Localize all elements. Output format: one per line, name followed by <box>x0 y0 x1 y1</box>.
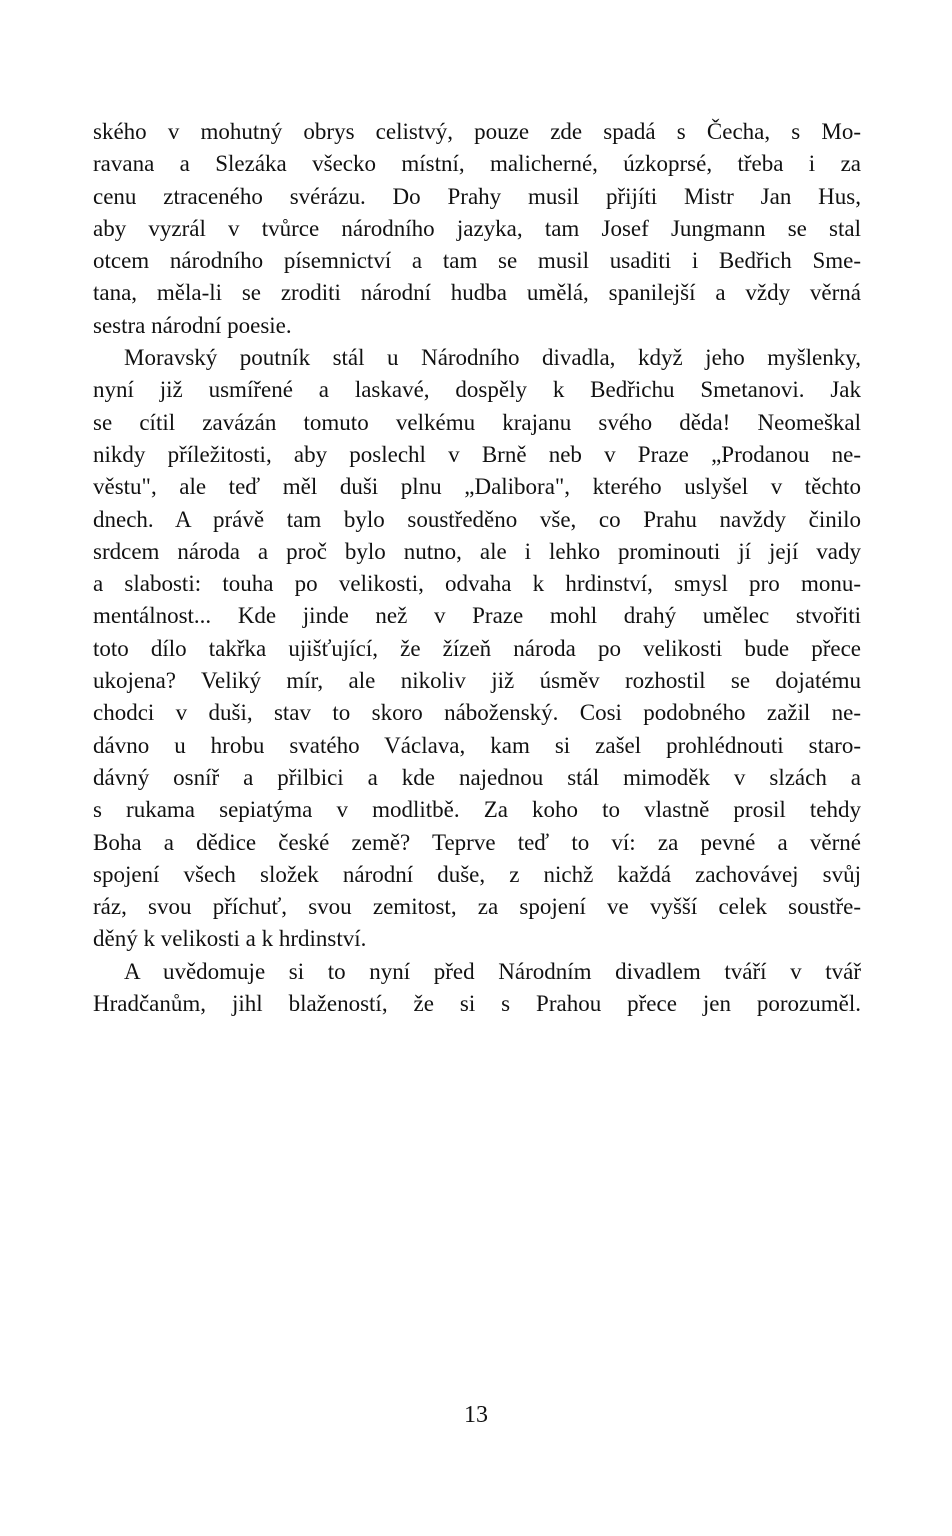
paragraph-2 <box>93 342 861 956</box>
text-line: dávný osníř a přilbici a kde najednou stál mimoděk v slzách a <box>93 764 861 790</box>
text-line: a slabosti: touha po velikosti, odvaha k hrdinství, smysl pro monu- <box>93 571 861 597</box>
text-line: spojení všech složek národní duše, z nichž každá zachovávej svůj <box>93 861 861 887</box>
text-line: otcem národního písemnictví a tam se musil usaditi i Bedřich Sme- <box>93 248 861 274</box>
text-line: se cítil zavázán tomuto velkému krajanu svého děda! Neomeškal <box>93 409 861 435</box>
text-line: věstu", ale teď měl duši plnu „Dalibora", kterého uslyšel v těchto <box>93 474 861 500</box>
text-line: tana, měla-li se zroditi národní hudba umělá, spanilejší a vždy věrná <box>93 280 861 306</box>
text-line: dnech. A právě tam bylo soustředěno vše, co Prahu navždy činilo <box>93 506 861 532</box>
text-line: srdcem národa a proč bylo nutno, ale i lehko prominouti jí její vady <box>93 538 861 564</box>
text-line: Hradčanům, jihl blažeností, že si s Prahou přece jen porozuměl. <box>93 991 861 1017</box>
body-text <box>93 116 861 1020</box>
text-line: A uvědomuje si to nyní před Národním divadlem tváří v tvář <box>124 958 861 984</box>
text-line: mentálnost... Kde jinde než v Praze mohl drahý umělec stvořiti <box>93 603 861 629</box>
paragraph-3 <box>93 956 861 1021</box>
text-line: ravana a Slezáka všecko místní, malicherné, úzkoprsé, třeba i za <box>93 151 861 177</box>
page-number: 13 <box>464 1402 488 1428</box>
text-line: dávno u hrobu svatého Václava, kam si zašel prohlédnouti staro- <box>93 732 861 758</box>
text-line: Boha a dědice české země? Teprve teď to ví: za pevné a věrné <box>93 829 861 855</box>
text-line: toto dílo takřka ujišťující, že žízeň národa po velikosti bude přece <box>93 635 861 661</box>
text-line: ukojena? Veliký mír, ale nikoliv již úsměv rozhostil se dojatému <box>93 668 861 694</box>
text-line: Moravský poutník stál u Národního divadla, když jeho myšlenky, <box>124 345 861 371</box>
text-line: děný k velikosti a k hrdinství. <box>93 926 367 952</box>
text-line: cenu ztraceného svérázu. Do Prahy musil přijíti Mistr Jan Hus, <box>93 183 861 209</box>
paragraph-1 <box>93 116 861 342</box>
text-line: ského v mohutný obrys celistvý, pouze zde spadá s Čecha, s Mo- <box>93 119 861 144</box>
text-line: nikdy příležitosti, aby poslechl v Brně neb v Praze „Prodanou ne- <box>93 441 861 467</box>
text-line: chodci v duši, stav to skoro náboženský. Cosi podobného zažil ne- <box>93 700 861 726</box>
text-line: nyní již usmířené a laskavé, dospěly k Bedřichu Smetanovi. Jak <box>93 377 861 403</box>
text-line: ráz, svou příchuť, svou zemitost, za spojení ve vyšší celek soustře- <box>93 894 861 920</box>
text-line: aby vyzrál v tvůrce národního jazyka, tam Josef Jungmann se stal <box>93 215 861 241</box>
text-line: s rukama sepiatýma v modlitbě. Za koho to vlastně prosil tehdy <box>93 797 861 823</box>
text-line: sestra národní poesie. <box>93 312 292 338</box>
